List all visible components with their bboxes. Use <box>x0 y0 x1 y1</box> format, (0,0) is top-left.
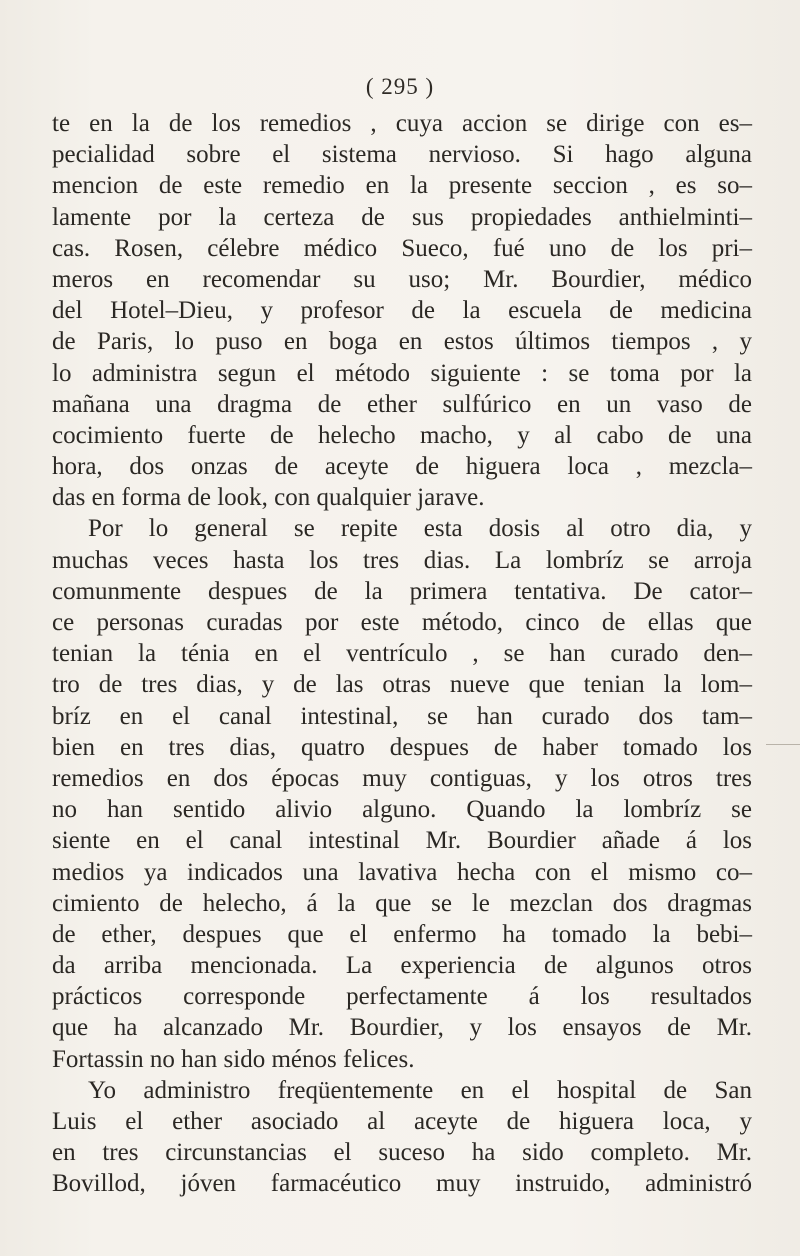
text-line: lo administra segun el método siguiente : se toma por la <box>52 359 752 387</box>
text-line: bien en tres dias, quatro despues de haber tomado los <box>52 733 752 761</box>
text-line: tenian la ténia en el ventrículo , se han curado den– <box>52 640 752 668</box>
margin-mark <box>766 744 800 745</box>
text-line: mencion de este remedio en la presente seccion , es so– <box>52 172 752 200</box>
text-line: del Hotel–Dieu, y profesor de la escuela de medicina <box>52 297 752 325</box>
text-line: da arriba mencionada. La experiencia de algunos otros <box>52 952 752 980</box>
paragraph-start: Por lo general se repite esta dosis al otro dia, y <box>88 515 752 543</box>
text-line: siente en el canal intestinal Mr. Bourdier añade á los <box>52 827 752 855</box>
text-line: cas. Rosen, célebre médico Sueco, fué uno de los pri– <box>52 234 752 262</box>
text-line: Fortassin no han sido ménos felices. <box>52 1045 415 1073</box>
text-line: bríz en el canal intestinal, se han curado dos tam– <box>52 702 752 730</box>
text-line: Bovillod, jóven farmacéutico muy instruido, administró <box>52 1170 752 1198</box>
text-line: tro de tres dias, y de las otras nueve que tenian la lom– <box>52 671 752 699</box>
text-line: pecialidad sobre el sistema nervioso. Si hago alguna <box>52 141 752 169</box>
text-line: das en forma de look, con qualquier jarave. <box>52 484 485 512</box>
text-line: en tres circunstancias el suceso ha sido completo. Mr. <box>52 1139 752 1167</box>
text-line: de Paris, lo puso en boga en estos últimos tiempos , y <box>52 328 752 356</box>
text-line: meros en recomendar su uso; Mr. Bourdier, médico <box>52 265 752 293</box>
text-line: ce personas curadas por este método, cinco de ellas que <box>52 609 752 636</box>
text-line: remedios en dos épocas muy contiguas, y los otros tres <box>52 764 752 792</box>
text-line: Luis el ether asociado al aceyte de higuera loca, y <box>52 1108 752 1135</box>
body-text <box>52 108 752 1200</box>
text-line: comunmente despues de la primera tentativa. De cator– <box>52 577 752 605</box>
text-line: de ether, despues que el enfermo ha tomado la bebi– <box>52 920 752 948</box>
page-number: ( 295 ) <box>365 74 435 99</box>
text-line: cocimiento fuerte de helecho macho, y al cabo de una <box>52 421 752 449</box>
text-line: que ha alcanzado Mr. Bourdier, y los ensayos de Mr. <box>52 1014 752 1042</box>
paragraph-start: Yo administro freqüentemente en el hospital de San <box>88 1076 752 1104</box>
text-line: lamente por la certeza de sus propiedades anthielminti– <box>52 203 752 231</box>
text-line: no han sentido alivio alguno. Quando la lombríz se <box>52 796 752 824</box>
text-line: cimiento de helecho, á la que se le mezclan dos dragmas <box>52 889 752 917</box>
text-line: mañana una dragma de ether sulfúrico en un vaso de <box>52 390 752 418</box>
text-line: medios ya indicados una lavativa hecha con el mismo co– <box>52 858 752 886</box>
text-line: hora, dos onzas de aceyte de higuera loca , mezcla– <box>52 453 752 481</box>
text-line: prácticos corresponde perfectamente á los resultados <box>52 983 752 1011</box>
text-line: muchas veces hasta los tres dias. La lombríz se arroja <box>52 546 752 574</box>
text-line: te en la de los remedios , cuya accion se dirige con es– <box>52 110 752 137</box>
